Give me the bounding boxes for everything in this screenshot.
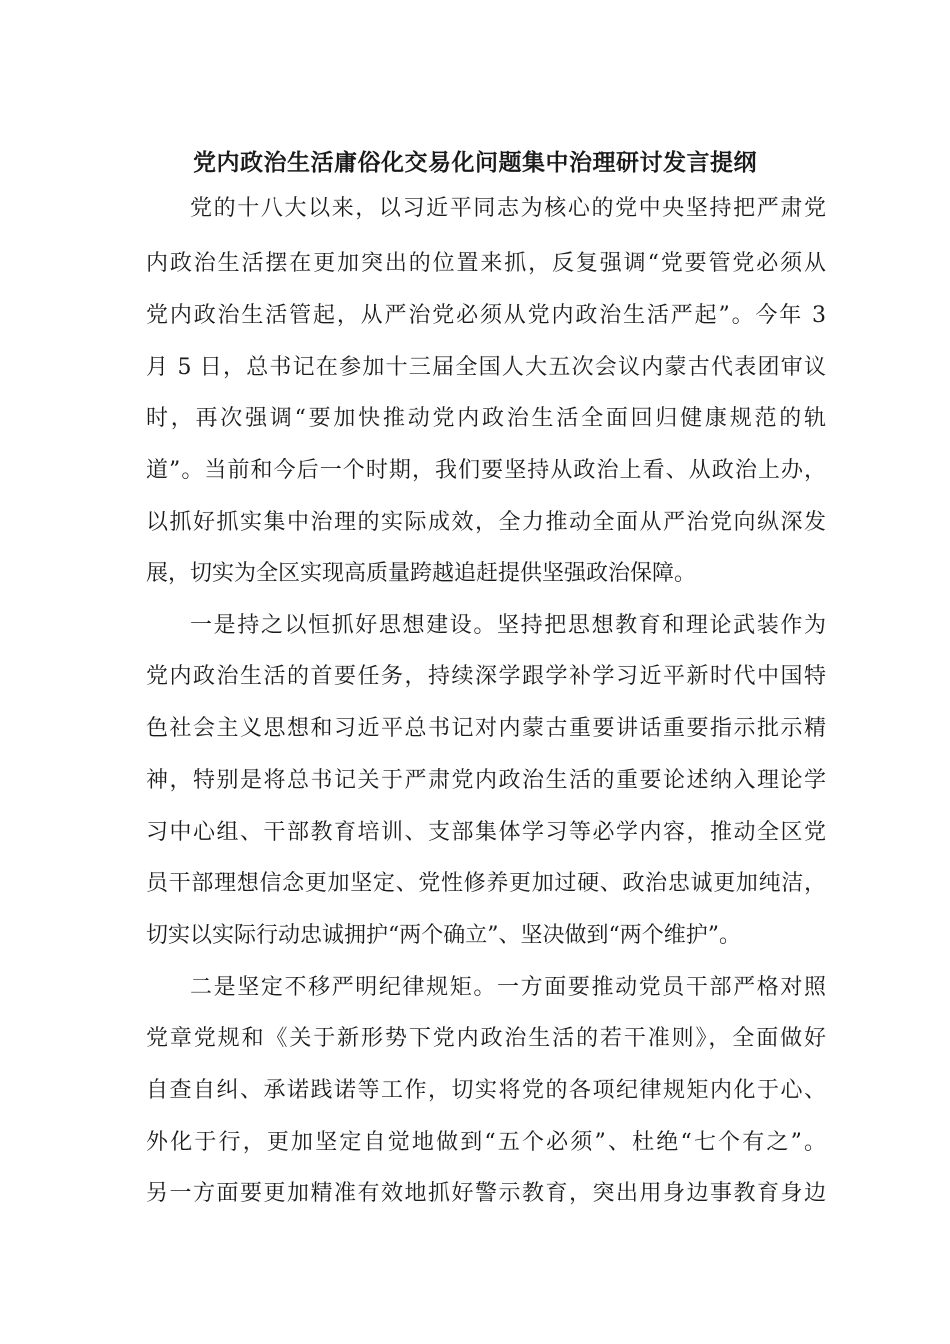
paragraph-3-line-5: 另一方面要更加精准有效地抓好警示教育，突出用身边事教育身边 (146, 1181, 826, 1206)
paragraph-3-line-1: 二是坚定不移严明纪律规矩。一方面要推动党员干部严格对照 (190, 975, 826, 1000)
paragraph-3-line-4: 外化于行，更加坚定自觉地做到“五个必须”、杜绝“七个有之”。 (146, 1130, 826, 1155)
paragraph-1-line-4: 月 5 日，总书记在参加十三届全国人大五次会议内蒙古代表团审议 (146, 355, 826, 380)
paragraph-2-line-2: 党内政治生活的首要任务，持续深学跟学补学习近平新时代中国特 (146, 664, 826, 689)
paragraph-1-line-5: 时，再次强调“要加快推动党内政治生活全面回归健康规范的轨 (146, 406, 826, 431)
paragraph-2-line-4: 神，特别是将总书记关于严肃党内政治生活的重要论述纳入理论学 (146, 768, 826, 793)
paragraph-1-line-7: 以抓好抓实集中治理的实际成效，全力推动全面从严治党向纵深发 (146, 510, 826, 535)
paragraph-2-line-3: 色社会主义思想和习近平总书记对内蒙古重要讲话重要指示批示精 (146, 716, 826, 741)
paragraph-1-line-3: 党内政治生活管起，从严治党必须从党内政治生活严起”。今年 3 (146, 303, 826, 328)
paragraph-2-line-5: 习中心组、干部教育培训、支部集体学习等必学内容，推动全区党 (146, 820, 826, 845)
paragraph-2-line-6: 员干部理想信念更加坚定、党性修养更加过硬、政治忠诚更加纯洁， (146, 871, 826, 896)
paragraph-1-line-8: 展，切实为全区实现高质量跨越追赶提供坚强政治保障。 (146, 561, 697, 586)
paragraph-3-line-3: 自查自纠、承诺践诺等工作，切实将党的各项纪律规矩内化于心、 (146, 1078, 826, 1103)
paragraph-2-line-7: 切实以实际行动忠诚拥护“两个确立”、坚决做到“两个维护”。 (146, 923, 741, 948)
paragraph-1-line-2: 内政治生活摆在更加突出的位置来抓，反复强调“党要管党必须从 (146, 251, 826, 276)
document-title: 党内政治生活庸俗化交易化问题集中治理研讨发言提纲 (193, 150, 757, 176)
paragraph-1-line-1: 党的十八大以来，以习近平同志为核心的党中央坚持把严肃党 (190, 196, 826, 221)
paragraph-1-line-6: 道”。当前和今后一个时期，我们要坚持从政治上看、从政治上办， (146, 458, 826, 483)
paragraph-3-line-2: 党章党规和《关于新形势下党内政治生活的若干准则》，全面做好 (146, 1026, 826, 1051)
paragraph-2-line-1: 一是持之以恒抓好思想建设。坚持把思想教育和理论武装作为 (190, 613, 826, 638)
